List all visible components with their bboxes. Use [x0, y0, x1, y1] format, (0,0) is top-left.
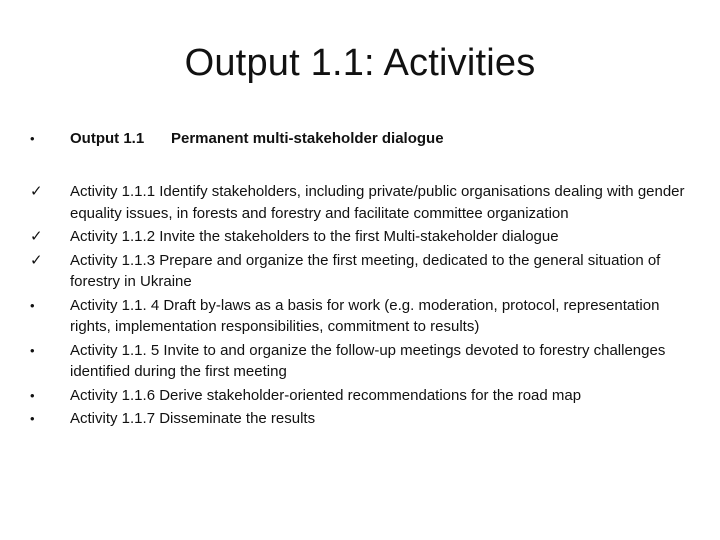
activity-text: Activity 1.1.7 Disseminate the results	[70, 410, 316, 427]
bullet-marker: •	[30, 297, 35, 313]
activity-text: Activity 1.1.3 Prepare and organize the first meeting, dedicated to the general situation of forestry in Ukraine	[70, 251, 661, 290]
slide-title: Output 1.1: Activities	[184, 42, 536, 84]
bullet-marker: •	[30, 387, 35, 403]
activity-text: Activity 1.1. 5 Invite to and organize the follow-up meetings devoted to forestry challenges identified during the first meeting	[70, 341, 666, 380]
activity-text: Activity 1.1.1 Identify stakeholders, including private/public organisations dealing with gender equality issues, in forests and forestry and facilitate committee organization	[70, 183, 685, 222]
bullet-marker: •	[30, 342, 35, 358]
checkmark-icon: ✓	[30, 251, 43, 269]
activity-item	[30, 385, 700, 407]
activity-text: Activity 1.1.6 Derive stakeholder-oriented recommendations for the road map	[70, 386, 582, 404]
activity-text: Activity 1.1.2 Invite the stakeholders to the first Multi-stakeholder dialogue	[70, 228, 559, 245]
output-heading	[30, 130, 690, 147]
activity-item	[30, 250, 700, 293]
output-name: Permanent multi-stakeholder dialogue	[171, 130, 444, 147]
checkmark-icon: ✓	[30, 183, 43, 200]
activity-item	[30, 181, 700, 224]
bullet-marker: •	[30, 411, 35, 426]
bullet-marker: •	[30, 131, 35, 146]
activity-item	[30, 295, 700, 338]
activity-item	[30, 408, 700, 430]
activity-text: Activity 1.1. 4 Draft by-laws as a basis for work (e.g. moderation, protocol, representation rights, implementation responsibilities, commitment to results)	[70, 296, 660, 335]
output-code: Output 1.1	[70, 130, 145, 147]
activity-item	[30, 340, 700, 383]
activity-item	[30, 226, 700, 248]
activity-list	[30, 181, 700, 432]
checkmark-icon: ✓	[30, 228, 43, 245]
